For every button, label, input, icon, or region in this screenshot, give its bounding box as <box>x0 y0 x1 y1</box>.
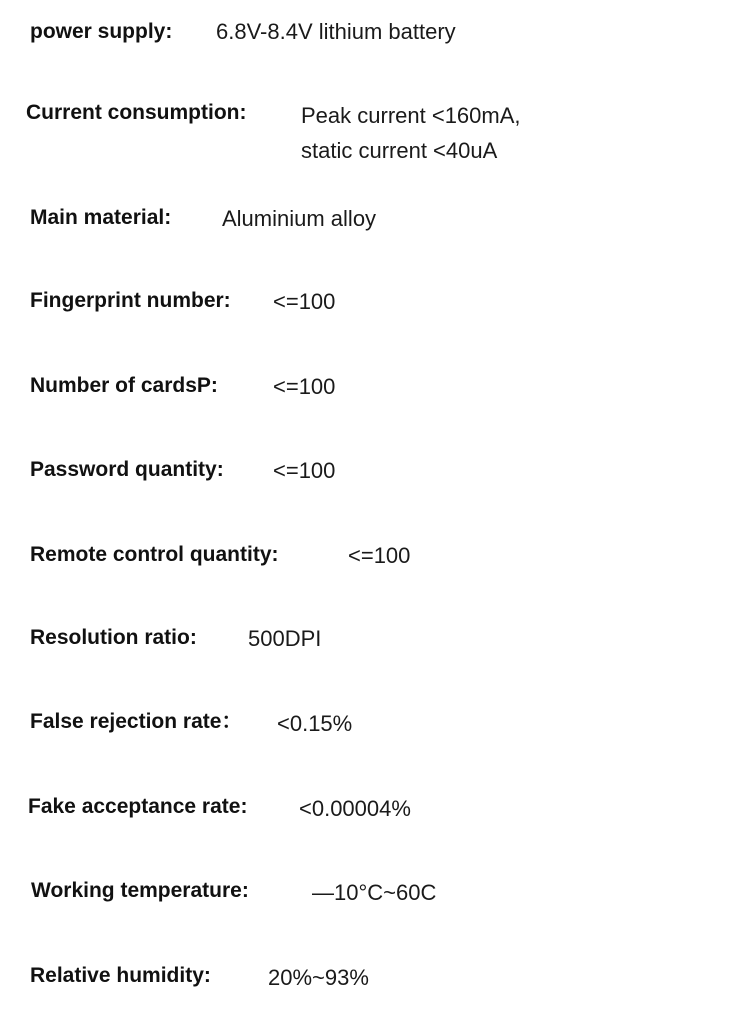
working-temperature-label: Working temperature: <box>31 879 249 902</box>
fingerprint-number-value: <=100 <box>273 289 336 314</box>
number-of-cards-value: <=100 <box>273 374 336 399</box>
password-quantity-value: <=100 <box>273 458 336 483</box>
fake-acceptance-rate-value: <0.00004% <box>299 796 411 821</box>
power-supply-label: power supply: <box>30 20 173 43</box>
relative-humidity-value: 20%~93% <box>268 965 369 990</box>
resolution-ratio-value: 500DPI <box>248 626 322 651</box>
fingerprint-number-label: Fingerprint number: <box>30 289 231 312</box>
false-rejection-rate-value: <0.15% <box>277 711 353 736</box>
false-rejection-rate-label: False rejection rate： <box>30 710 243 733</box>
resolution-ratio-label: Resolution ratio: <box>30 626 197 649</box>
current-consumption-label: Current consumption: <box>26 101 247 124</box>
main-material-value: Aluminium alloy <box>222 206 377 231</box>
password-quantity-label: Password quantity: <box>30 458 224 481</box>
remote-control-quantity-value: <=100 <box>348 543 411 568</box>
current-consumption-value: Peak current <160mA, <box>301 103 521 128</box>
power-supply-value: 6.8V-8.4V lithium battery <box>216 19 456 44</box>
remote-control-quantity-label: Remote control quantity: <box>30 543 279 566</box>
current-consumption-value-line2: static current <40uA <box>301 138 498 163</box>
main-material-label: Main material: <box>30 206 172 229</box>
number-of-cards-label: Number of cardsP: <box>30 374 218 397</box>
fake-acceptance-rate-label: Fake acceptance rate: <box>28 795 248 818</box>
relative-humidity-label: Relative humidity: <box>30 964 211 987</box>
working-temperature-value: —10°C~60C <box>312 880 437 905</box>
